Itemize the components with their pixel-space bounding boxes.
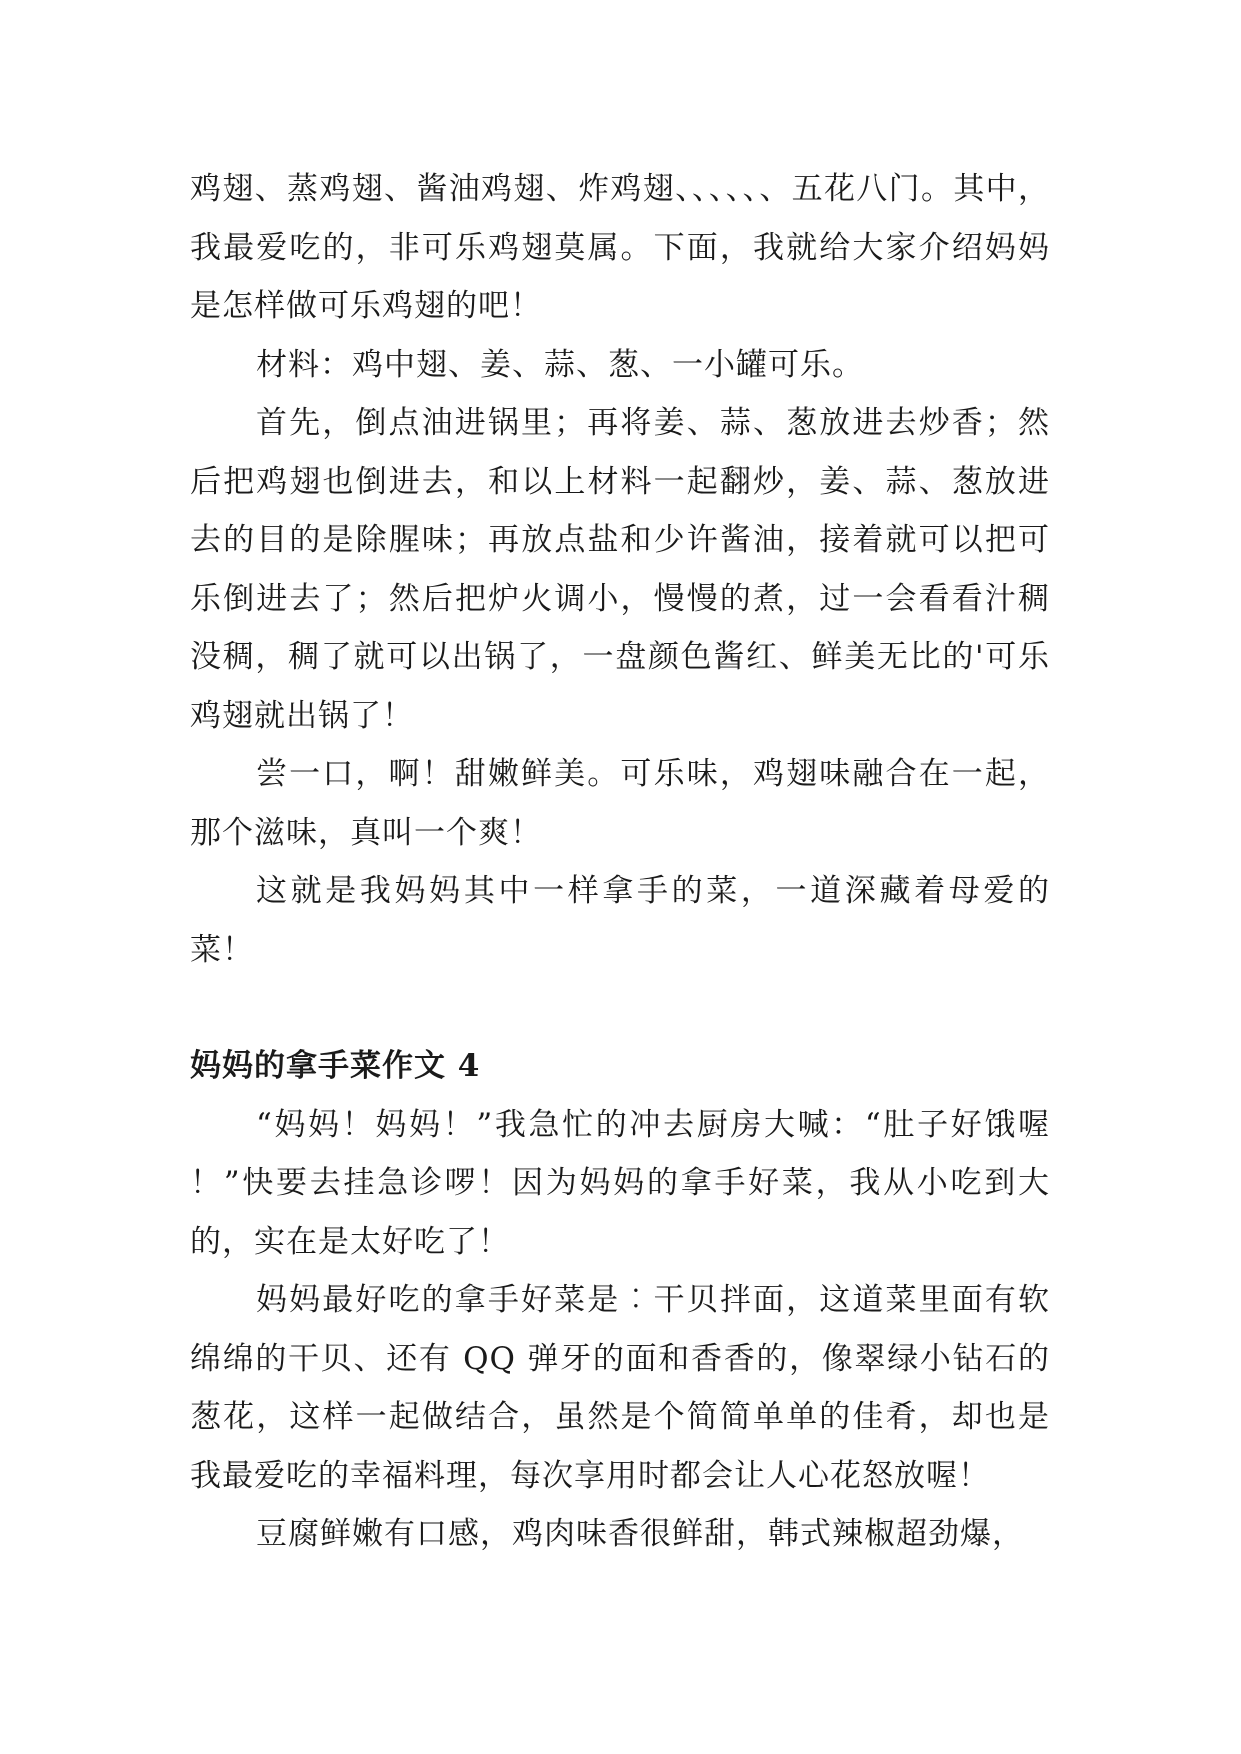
paragraph-dish-description: 妈妈最好吃的拿手好菜是︰干贝拌面，这道菜里面有软绵绵的干贝、还有 QQ 弹牙的面和香香的，像翠绿小钻石的葱花，这样一起做结合，虽然是个简简单单的佳肴，却也是我最爱吃的幸福料理，每次享用时都会让人心花怒放喔！ [190, 1282, 1050, 1494]
section-title: 妈妈的拿手菜作文 4 [190, 1048, 481, 1084]
paragraph-ingredients: 材料：鸡中翅、姜、蒜、葱、一小罐可乐。 [256, 346, 864, 383]
paragraph-taste: 尝一口，啊！甜嫩鲜美。可乐味，鸡翅味融合在一起，那个滋味，真叫一个爽！ [190, 756, 1050, 851]
paragraph-flavors: 豆腐鲜嫩有口感，鸡肉味香很鲜甜，韩式辣椒超劲爆， [256, 1516, 1024, 1552]
paragraph-intro: “妈妈！妈妈！”我急忙的冲去厨房大喊：“肚子好饿喔 ！”快要去挂急诊啰！因为妈妈的拿手好菜，我从小吃到大的，实在是太好吃了！ [190, 1106, 1050, 1260]
paragraph-steps: 首先，倒点油进锅里；再将姜、蒜、葱放进去炒香；然后把鸡翅也倒进去，和以上材料一起翻炒，姜、蒜、葱放进去的目的是除腥味；再放点盐和少许酱油，接着就可以把可乐倒进去了；然后把炉火调小，慢慢的煮，过一会看看汁稠没稠，稠了就可以出锅了，一盘颜色酱红、鲜美无比的'可乐鸡翅就出锅了！ [190, 405, 1050, 734]
paragraph-continuation: 鸡翅、蒸鸡翅、酱油鸡翅、炸鸡翅、、、、、、五花八门。其中，我最爱吃的，非可乐鸡翅莫属。下面，我就给大家介绍妈妈是怎样做可乐鸡翅的吧！ [190, 171, 1050, 324]
document-body [190, 160, 1050, 1564]
paragraph-conclusion: 这就是我妈妈其中一样拿手的菜，一道深藏着母爱的菜！ [190, 873, 1050, 968]
section-spacer [190, 979, 1050, 1037]
